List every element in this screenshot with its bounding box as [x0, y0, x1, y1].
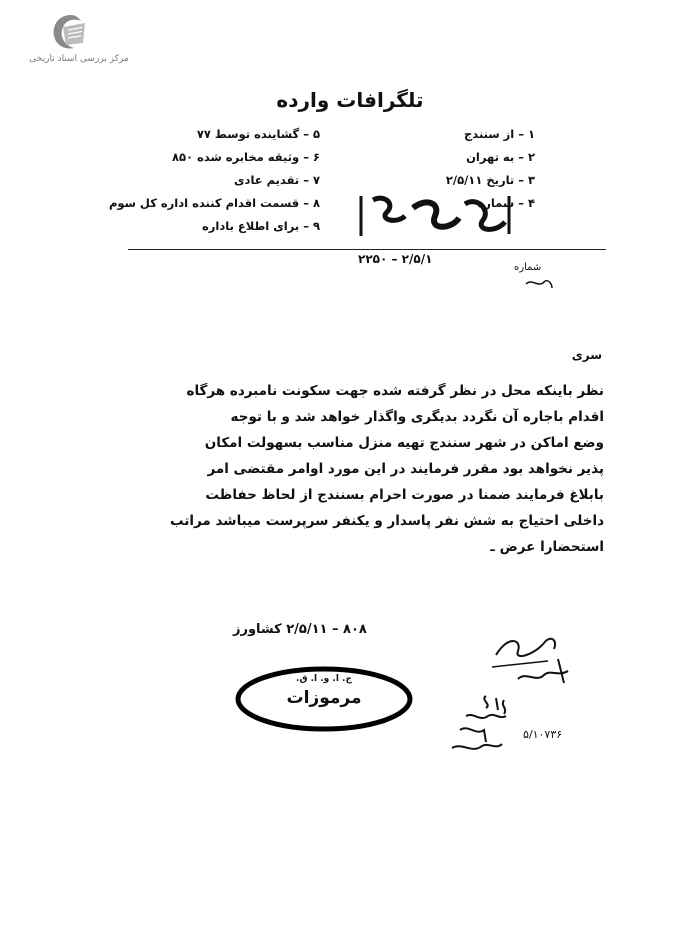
- message-body: [124, 378, 604, 560]
- handwritten-number-scribble: [355, 190, 515, 242]
- number-scribble: [524, 276, 554, 290]
- header-field: ۵ – گشاینده توسط ۷۷: [196, 127, 320, 141]
- subject-label: سری: [571, 348, 602, 362]
- header-divider: [128, 249, 606, 250]
- reference-number: ۲/۵/۱ – ۲۲۵۰: [358, 252, 433, 266]
- archive-logo: [14, 12, 134, 72]
- header-field: ۹ – برای اطلاع باداره: [202, 219, 320, 233]
- header-field: ۴ – شماره: [477, 196, 535, 210]
- header-field: ۳ – تاریخ ۲/۵/۱۱: [445, 173, 535, 187]
- seal-text: [234, 668, 414, 708]
- seal-caption: ج. ا. و. ا. ق.: [296, 674, 352, 684]
- body-line: پذیر نخواهد بود مقرر فرمایند در این مورد اوامر مقتضی امر: [207, 461, 604, 477]
- body-line: استحضارا عرض ـ: [490, 539, 604, 555]
- signature-line: ۸۰۸ – ۲/۵/۱۱ کشاورز: [233, 622, 367, 637]
- header-field: ۲ – به تهران: [466, 150, 535, 164]
- header-field: ۸ – قسمت اقدام کننده اداره کل سوم: [108, 196, 320, 210]
- document-title: تلگرافات وارده: [276, 88, 424, 112]
- handwritten-note: [446, 690, 516, 760]
- header-field: ۱ – از سنندج: [464, 127, 535, 141]
- header-field: ۶ – وثیقه مخابره شده ۸۵۰: [171, 150, 320, 164]
- body-line: وضع اماکن در شهر سنندج تهیه منزل مناسب بسهولت امکان: [204, 435, 604, 451]
- archive-emblem-icon: [48, 12, 94, 52]
- body-line: نظر باینکه محل در نظر گرفته شده جهت سکونت نامبرده هرگاه: [186, 383, 604, 399]
- handwritten-signature: [488, 625, 578, 695]
- header-fields-left: [80, 123, 320, 238]
- header-field: ۷ – تقدیم عادی: [234, 173, 320, 187]
- body-line: داخلی احتیاج به شش نفر پاسدار و یکنفر سرپرست میباشد مراتب: [170, 513, 604, 529]
- number-label: شماره: [514, 262, 542, 273]
- seal-label: مرموزات: [286, 688, 362, 708]
- archive-logo-text: مرکز بررسی اسناد تاریخی: [29, 54, 129, 64]
- handwritten-reference: ۵/۱۰۷۳۶: [523, 728, 563, 741]
- body-line: بابلاغ فرمایند ضمنا در صورت احرام بسنندج از لحاظ حفاظت: [205, 487, 604, 503]
- body-line: اقدام باجاره آن نگردد بدیگری واگذار خواهد شد و با توجه: [230, 409, 604, 425]
